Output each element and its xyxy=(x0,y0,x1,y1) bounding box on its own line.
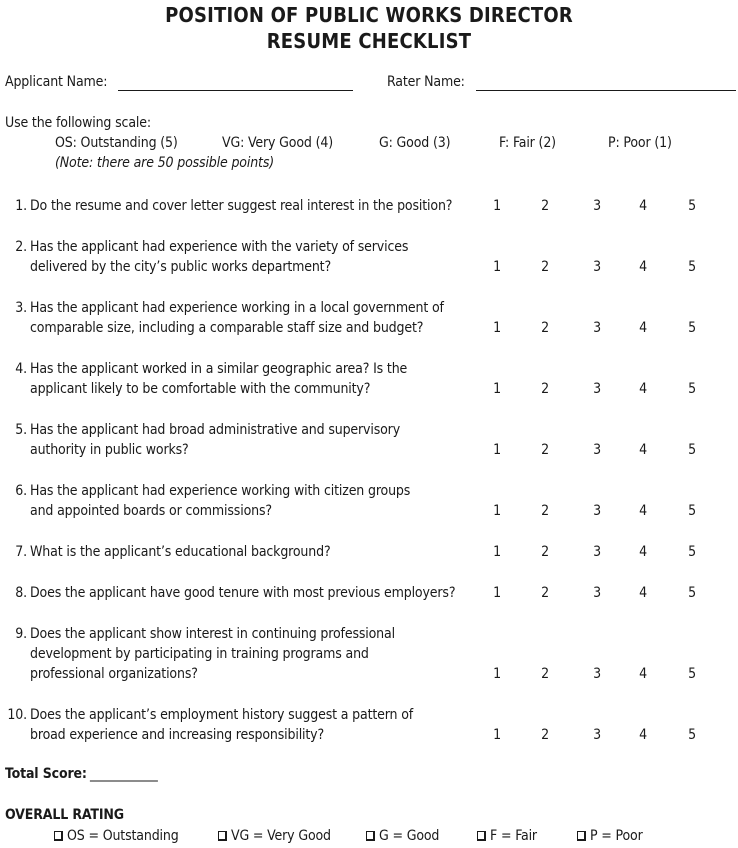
rating-option-5[interactable]: 5 xyxy=(688,727,696,743)
question-number: 5. xyxy=(15,422,27,438)
rating-option-1[interactable]: 1 xyxy=(493,585,501,601)
rating-option-4[interactable]: 4 xyxy=(639,320,647,336)
rating-option-3[interactable]: 3 xyxy=(593,320,601,336)
overall-option-vg[interactable]: VG = Very Good xyxy=(218,828,331,844)
rating-option-5[interactable]: 5 xyxy=(688,259,696,275)
question-line: delivered by the city’s public works department? xyxy=(30,259,332,275)
scale-vg: VG: Very Good (4) xyxy=(222,135,333,151)
rating-option-3[interactable]: 3 xyxy=(593,259,601,275)
rating-option-2[interactable]: 2 xyxy=(541,198,549,214)
overall-rating-heading: OVERALL RATING xyxy=(5,807,124,823)
question-number: 9. xyxy=(15,626,27,642)
rating-option-2[interactable]: 2 xyxy=(541,320,549,336)
question-line: Do the resume and cover letter suggest real interest in the position? xyxy=(30,198,453,214)
question-text xyxy=(3,298,444,318)
rating-option-4[interactable]: 4 xyxy=(639,198,647,214)
document-title-line-2: RESUME CHECKLIST xyxy=(266,29,472,53)
question-text xyxy=(3,481,410,501)
question-text xyxy=(3,420,400,440)
rating-option-4[interactable]: 4 xyxy=(639,544,647,560)
rating-option-4[interactable]: 4 xyxy=(639,442,647,458)
rating-option-1[interactable]: 1 xyxy=(493,198,501,214)
rating-option-3[interactable]: 3 xyxy=(593,442,601,458)
scale-intro: Use the following scale: xyxy=(5,115,151,131)
rating-option-5[interactable]: 5 xyxy=(688,544,696,560)
question-number: 4. xyxy=(15,361,27,377)
applicant-name-field[interactable] xyxy=(118,90,353,91)
question-line: and appointed boards or commissions? xyxy=(30,503,272,519)
rating-option-3[interactable]: 3 xyxy=(593,503,601,519)
question-line: Has the applicant had experience working in a local government of xyxy=(30,300,444,316)
scale-p: P: Poor (1) xyxy=(608,135,672,151)
rating-option-2[interactable]: 2 xyxy=(541,381,549,397)
rating-option-3[interactable]: 3 xyxy=(593,544,601,560)
overall-option-os[interactable]: OS = Outstanding xyxy=(54,828,179,844)
rating-option-4[interactable]: 4 xyxy=(639,666,647,682)
rater-name-label: Rater Name: xyxy=(387,74,465,90)
question-text xyxy=(3,705,413,725)
question-line: professional organizations? xyxy=(30,666,198,682)
rating-option-4[interactable]: 4 xyxy=(639,727,647,743)
rating-option-4[interactable]: 4 xyxy=(639,381,647,397)
question-text xyxy=(3,359,407,379)
question-line: development by participating in training programs and xyxy=(30,646,369,662)
overall-option-g[interactable]: G = Good xyxy=(366,828,439,844)
question-line: applicant likely to be comfortable with the community? xyxy=(30,381,371,397)
checkbox-icon[interactable] xyxy=(54,831,63,841)
question-number: 2. xyxy=(15,239,27,255)
rating-option-2[interactable]: 2 xyxy=(541,544,549,560)
applicant-name-label: Applicant Name: xyxy=(5,74,108,90)
question-line: Has the applicant had experience with the variety of services xyxy=(30,239,409,255)
rating-option-3[interactable]: 3 xyxy=(593,381,601,397)
rating-option-2[interactable]: 2 xyxy=(541,503,549,519)
scale-note: (Note: there are 50 possible points) xyxy=(55,155,275,171)
question-number: 3. xyxy=(15,300,27,316)
question-line: comparable size, including a comparable staff size and budget? xyxy=(30,320,424,336)
checkbox-icon[interactable] xyxy=(366,831,375,841)
scale-os: OS: Outstanding (5) xyxy=(55,135,178,151)
question-text xyxy=(3,624,395,644)
question-line: Does the applicant have good tenure with most previous employers? xyxy=(30,585,456,601)
question-number: 1. xyxy=(15,198,27,214)
rating-option-3[interactable]: 3 xyxy=(593,198,601,214)
rating-option-1[interactable]: 1 xyxy=(493,503,501,519)
question-number: 6. xyxy=(15,483,27,499)
question-line: authority in public works? xyxy=(30,442,189,458)
rating-option-2[interactable]: 2 xyxy=(541,442,549,458)
rating-option-2[interactable]: 2 xyxy=(541,259,549,275)
question-line: broad experience and increasing responsibility? xyxy=(30,727,325,743)
rating-option-2[interactable]: 2 xyxy=(541,666,549,682)
rating-option-2[interactable]: 2 xyxy=(541,585,549,601)
scale-f: F: Fair (2) xyxy=(499,135,556,151)
question-line: What is the applicant’s educational background? xyxy=(30,544,331,560)
rating-option-3[interactable]: 3 xyxy=(593,727,601,743)
rating-option-5[interactable]: 5 xyxy=(688,585,696,601)
question-line: Does the applicant’s employment history suggest a pattern of xyxy=(30,707,414,723)
overall-option-p[interactable]: P = Poor xyxy=(577,828,643,844)
rating-option-5[interactable]: 5 xyxy=(688,442,696,458)
rating-option-1[interactable]: 1 xyxy=(493,727,501,743)
checkbox-icon[interactable] xyxy=(577,831,586,841)
rating-option-1[interactable]: 1 xyxy=(493,544,501,560)
rating-option-2[interactable]: 2 xyxy=(541,727,549,743)
question-text xyxy=(3,583,455,603)
question-number: 10. xyxy=(7,707,27,723)
rating-option-1[interactable]: 1 xyxy=(493,320,501,336)
question-number: 8. xyxy=(15,585,27,601)
question-line: Has the applicant worked in a similar geographic area? Is the xyxy=(30,361,408,377)
total-score-label: Total Score: xyxy=(5,766,87,782)
rating-option-4[interactable]: 4 xyxy=(639,259,647,275)
question-text xyxy=(3,196,452,216)
total-score-field[interactable]: ___________ xyxy=(90,766,158,782)
rating-option-5[interactable]: 5 xyxy=(688,666,696,682)
rating-option-1[interactable]: 1 xyxy=(493,442,501,458)
question-text xyxy=(3,542,331,562)
rating-option-3[interactable]: 3 xyxy=(593,666,601,682)
question-line: Has the applicant had experience working with citizen groups xyxy=(30,483,411,499)
scale-g: G: Good (3) xyxy=(379,135,451,151)
rating-option-4[interactable]: 4 xyxy=(639,503,647,519)
rating-option-5[interactable]: 5 xyxy=(688,381,696,397)
question-line: Does the applicant show interest in continuing professional xyxy=(30,626,395,642)
rating-option-1[interactable]: 1 xyxy=(493,666,501,682)
rating-option-5[interactable]: 5 xyxy=(688,198,696,214)
question-number: 7. xyxy=(15,544,27,560)
overall-option-f[interactable]: F = Fair xyxy=(477,828,537,844)
checkbox-icon[interactable] xyxy=(218,831,227,841)
document-title-line-1: POSITION OF PUBLIC WORKS DIRECTOR xyxy=(165,3,573,27)
rater-name-field[interactable] xyxy=(476,90,736,91)
rating-option-3[interactable]: 3 xyxy=(593,585,601,601)
question-text xyxy=(3,237,408,257)
rating-option-1[interactable]: 1 xyxy=(493,381,501,397)
rating-option-4[interactable]: 4 xyxy=(639,585,647,601)
checkbox-icon[interactable] xyxy=(477,831,486,841)
question-line: Has the applicant had broad administrative and supervisory xyxy=(30,422,400,438)
rating-option-5[interactable]: 5 xyxy=(688,320,696,336)
rating-option-1[interactable]: 1 xyxy=(493,259,501,275)
rating-option-5[interactable]: 5 xyxy=(688,503,696,519)
